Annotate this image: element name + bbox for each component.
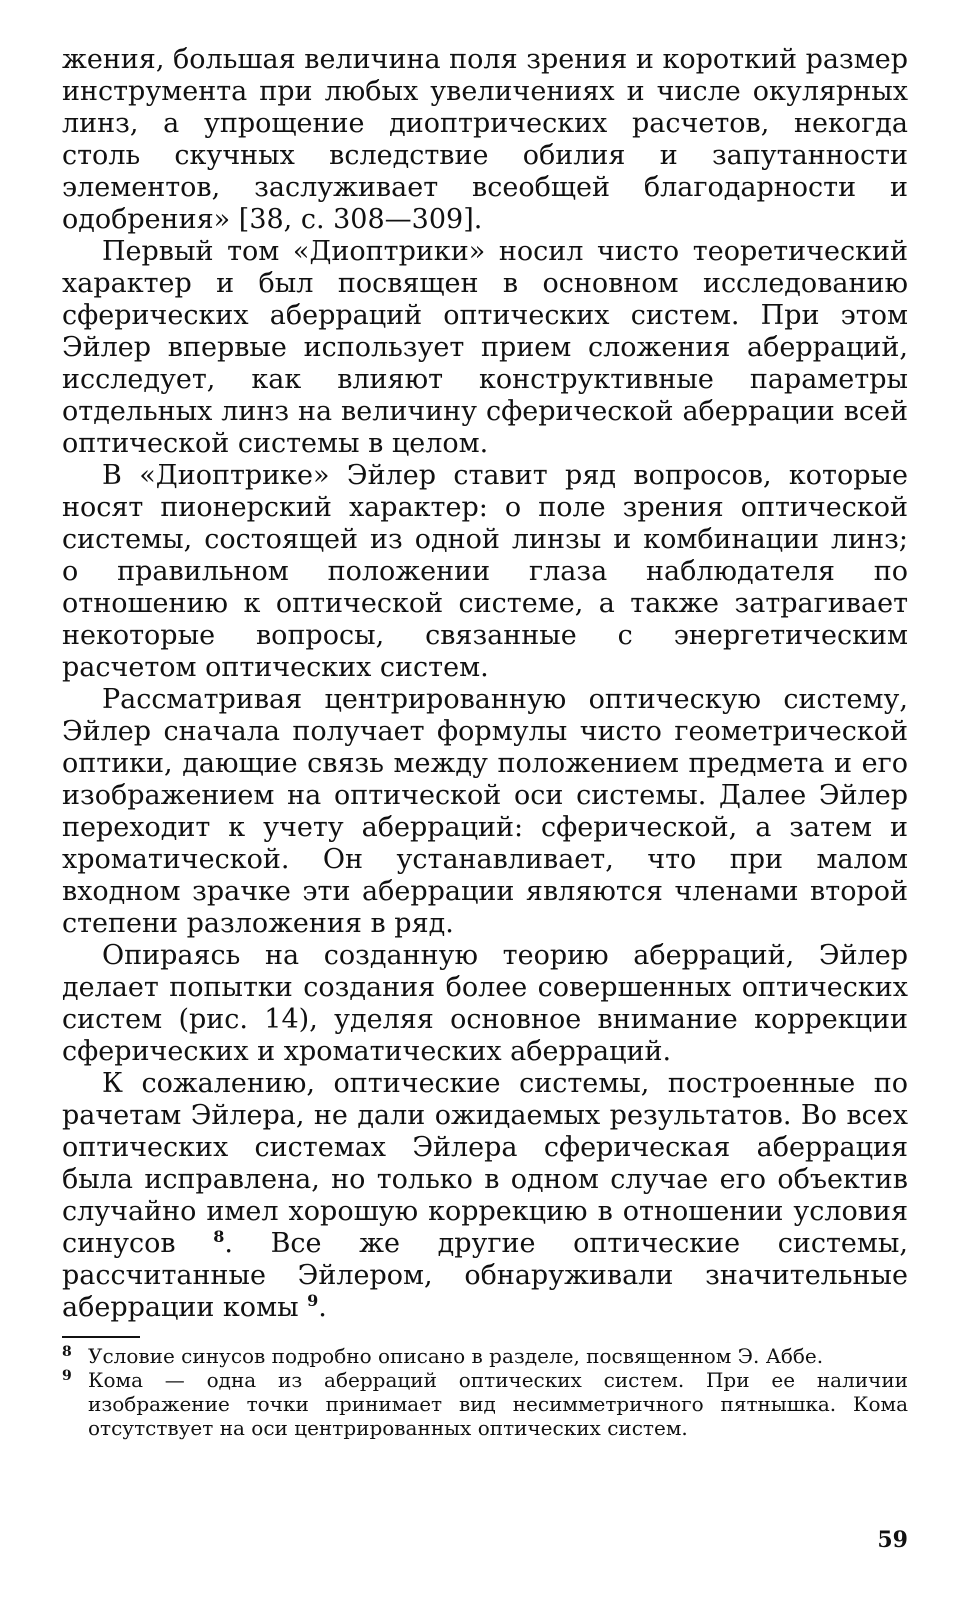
paragraph-centered-system: Рассматривая центрированную оптическую систему, Эйлер сначала получает формулы чисто геометрической оптики, дающие связь между положением предмета и его изображением на оптической оси системы. Далее Эйлер переходит к учету аберраций: сферической, а затем и хроматической. Он устанавливает, что при малом входном зрачке эти аберрации являются членами второй степени разложения в ряд. <box>62 684 908 939</box>
paragraph-results-part-1: К сожалению, оптические системы, построенные по рачетам Эйлера, не дали ожидаемых результатов. Во всех оптических системах Эйлера сферическая аберрация была исправлена, но только в одном случае его объектив случайно имел хорошую коррекцию в отношении условия синусов <box>62 1068 908 1259</box>
footnote-text: Кома — одна из аберраций оптических систем. При ее наличии изображение точки принимает вид несимметричного пятнышка. Кома отсутствует на оси центрированных оптических систем. <box>88 1368 908 1440</box>
paragraph-results <box>62 1068 908 1324</box>
page-body <box>62 44 908 1440</box>
footnote-ref-8: 8 <box>213 1227 225 1246</box>
paragraph-aberration-theory: Опираясь на созданную теорию аберраций, Эйлер делает попытки создания более совершенных оптических систем (рис. 14), уделяя основное внимание коррекции сферических и хроматических аберраций. <box>62 940 908 1067</box>
paragraph-results-part-3: . <box>318 1292 327 1323</box>
footnote-number: 8 <box>62 1344 72 1360</box>
paragraph-dioptrics-questions: В «Диоптрике» Эйлер ставит ряд вопросов, которые носят пионерский характер: о поле зрения оптической системы, состоящей из одной линзы и комбинации линз; о правильном положении глаза наблюдателя по отношению к оптической системе, а также затрагивает некоторые вопросы, связанные с энергетическим расчетом оптических систем. <box>62 460 908 683</box>
footnote-number: 9 <box>62 1368 72 1384</box>
footnote-ref-9: 9 <box>307 1291 319 1310</box>
paragraph-results-part-2: . Все же другие оптические системы, рассчитанные Эйлером, обнаруживали значительные аберрации комы <box>62 1228 908 1323</box>
footnote-9 <box>62 1368 908 1440</box>
page-number: 59 <box>877 1527 908 1553</box>
footnote-8 <box>62 1344 908 1368</box>
footnote-text: Условие синусов подробно описано в разделе, посвященном Э. Аббе. <box>88 1344 824 1368</box>
paragraph-dioptrics-volume-one: Первый том «Диоптрики» носил чисто теоретический характер и был посвящен в основном исследованию сферических аберраций оптических систем. При этом Эйлер впервые использует прием сложения аберраций, исследует, как влияют конструктивные параметры отдельных линз на величину сферической аберрации всей оптической системы в целом. <box>62 236 908 459</box>
footnote-divider <box>62 1336 140 1338</box>
paragraph-continuation: жения, большая величина поля зрения и короткий размер инструмента при любых увеличениях и числе окулярных линз, а упрощение диоптрических расчетов, некогда столь скучных вследствие обилия и запутанности элементов, заслуживает всеобщей благодарности и одобрения» [38, с. 308—309]. <box>62 44 908 235</box>
